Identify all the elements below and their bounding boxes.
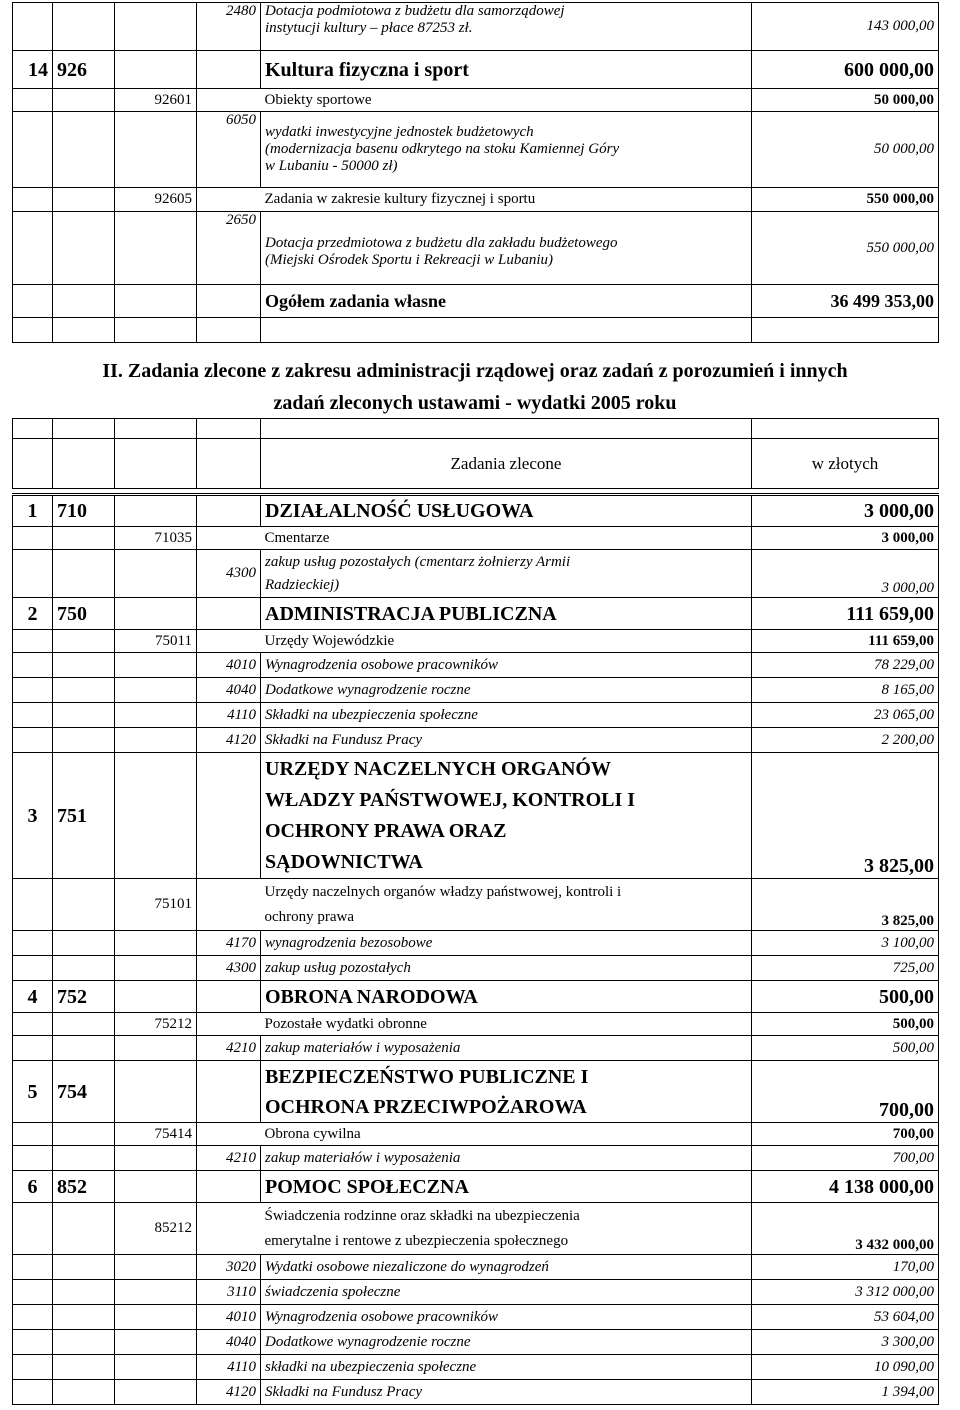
chapter-name: [261, 1061, 752, 1123]
table-row: [13, 630, 939, 653]
table-row: [13, 1330, 939, 1355]
paragraph-name: Składki na ubezpieczenia społeczne: [261, 703, 752, 728]
chapter-name-line: OCHRONA PRZECIWPOŻAROWA: [265, 1095, 587, 1118]
paragraph-code: 4210: [197, 1036, 261, 1061]
table-row: [13, 1036, 939, 1061]
paragraph-code: 2650: [197, 212, 261, 285]
section-name: Cmentarze: [261, 527, 752, 550]
paragraph-name-line: zakup usług pozostałych (cmentarz żołnierzy Armii: [265, 553, 571, 570]
column-header-name: Zadania zlecone: [261, 439, 752, 489]
table-row: [13, 1146, 939, 1171]
row-amount: 50 000,00: [752, 112, 939, 188]
paragraph-name: Dodatkowe wynagrodzenie roczne: [261, 1330, 752, 1355]
paragraph-code: 4010: [197, 653, 261, 678]
table-row: [13, 931, 939, 956]
chapter-amount: 111 659,00: [752, 598, 939, 630]
table-row: [13, 285, 939, 318]
table-row: [13, 1280, 939, 1305]
chapter-amount: 600 000,00: [752, 51, 939, 89]
chapter-name: Kultura fizyczna i sport: [261, 51, 752, 89]
chapter-number: 6: [13, 1171, 53, 1203]
section-code: 85212: [115, 1203, 197, 1255]
paragraph-amount: 78 229,00: [752, 653, 939, 678]
table-row: [13, 188, 939, 212]
paragraph-code: 4210: [197, 1146, 261, 1171]
chapter-name-line: URZĘDY NACZELNYCH ORGANÓW: [265, 757, 611, 780]
section-code: 75414: [115, 1123, 197, 1146]
row-amount: 143 000,00: [752, 3, 939, 51]
table-row: [13, 89, 939, 112]
row-amount: 550 000,00: [752, 212, 939, 285]
chapter-name-line: BEZPIECZEŃSTWO PUBLICZNE I: [265, 1065, 589, 1088]
chapter-name-line: OCHRONY PRAWA ORAZ: [265, 819, 507, 842]
section-name: [261, 879, 752, 931]
chapter-amount: 4 138 000,00: [752, 1171, 939, 1203]
paragraph-code: 4120: [197, 728, 261, 753]
table-row: [13, 3, 939, 51]
table-row: [13, 1203, 939, 1255]
row-name: (modernizacja basenu odkrytego na stoku Kamiennej Góry: [265, 141, 620, 157]
row-name: Dotacja podmiotowa z budżetu dla samorządowej: [265, 3, 565, 19]
chapter-code: 710: [53, 495, 115, 527]
section-name-line: ochrony prawa: [264, 908, 355, 925]
table-row: [13, 527, 939, 550]
paragraph-code: 3020: [197, 1255, 261, 1280]
row-name: w Lubaniu - 50000 zł): [265, 158, 398, 174]
paragraph-amount: 1 394,00: [752, 1380, 939, 1405]
paragraph-amount: 700,00: [752, 1146, 939, 1171]
column-header-amount: w złotych: [752, 439, 939, 489]
table-row: [13, 1355, 939, 1380]
total-amount: 36 499 353,00: [752, 285, 939, 318]
row-name: wydatki inwestycyjne jednostek budżetowych: [265, 124, 534, 140]
paragraph-code: 4120: [197, 1380, 261, 1405]
chapter-amount: 500,00: [752, 981, 939, 1013]
paragraph-code: 4040: [197, 678, 261, 703]
paragraph-name: Dodatkowe wynagrodzenie roczne: [261, 678, 752, 703]
chapter-number: 4: [13, 981, 53, 1013]
table-row: [13, 212, 939, 285]
paragraph-name: Wynagrodzenia osobowe pracowników: [261, 653, 752, 678]
table-row: [13, 879, 939, 931]
section-amount: 3 000,00: [752, 527, 939, 550]
paragraph-amount: 725,00: [752, 956, 939, 981]
table-row: [13, 1255, 939, 1280]
chapter-name: OBRONA NARODOWA: [261, 981, 752, 1013]
delegated-tasks-table: [12, 493, 939, 1405]
chapter-code: 752: [53, 981, 115, 1013]
paragraph-name: wynagrodzenia bezosobowe: [261, 931, 752, 956]
row-name: (Miejski Ośrodek Sportu i Rekreacji w Lubaniu): [265, 252, 554, 268]
paragraph-amount: 8 165,00: [752, 678, 939, 703]
row-name: instytucji kultury – płace 87253 zł.: [265, 20, 473, 36]
paragraph-amount: 23 065,00: [752, 703, 939, 728]
table-row: [13, 703, 939, 728]
table-row: [13, 728, 939, 753]
section-amount: 3 432 000,00: [752, 1203, 939, 1255]
section-name-line: Urzędy naczelnych organów władzy państwowej, kontroli i: [264, 883, 622, 900]
chapter-code: 852: [53, 1171, 115, 1203]
paragraph-code: 3110: [197, 1280, 261, 1305]
delegated-tasks-header: [12, 418, 939, 489]
section-code: 75212: [115, 1013, 197, 1036]
section-amount: 111 659,00: [752, 630, 939, 653]
section-amount: 500,00: [752, 1013, 939, 1036]
table-row: [13, 1305, 939, 1330]
own-tasks-table: [12, 2, 939, 343]
paragraph-name: zakup usług pozostałych: [261, 956, 752, 981]
section-name: [261, 1203, 752, 1255]
paragraph-amount: 170,00: [752, 1255, 939, 1280]
paragraph-code: 4040: [197, 1330, 261, 1355]
chapter-amount: 700,00: [752, 1061, 939, 1123]
table-row: [13, 678, 939, 703]
paragraph-code: 4110: [197, 703, 261, 728]
paragraph-name: Wydatki osobowe niezaliczone do wynagrodzeń: [261, 1255, 752, 1280]
chapter-number: 14: [13, 51, 53, 89]
section-amount: 50 000,00: [752, 89, 939, 112]
chapter-number: 5: [13, 1061, 53, 1123]
paragraph-code: 4110: [197, 1355, 261, 1380]
paragraph-amount: 2 200,00: [752, 728, 939, 753]
section-amount: 3 825,00: [752, 879, 939, 931]
paragraph-code: 4010: [197, 1305, 261, 1330]
table-row: [13, 318, 939, 343]
paragraph-name-line: Radzieckiej): [265, 576, 340, 593]
table-row: [13, 598, 939, 630]
chapter-number: 1: [13, 495, 53, 527]
paragraph-name: świadczenia społeczne: [261, 1280, 752, 1305]
paragraph-name: zakup materiałów i wyposażenia: [261, 1146, 752, 1171]
paragraph-amount: 53 604,00: [752, 1305, 939, 1330]
section-amount: 700,00: [752, 1123, 939, 1146]
table-row: [13, 1171, 939, 1203]
paragraph-amount: 3 100,00: [752, 931, 939, 956]
paragraph-name: Wynagrodzenia osobowe pracowników: [261, 1305, 752, 1330]
chapter-amount: 3 825,00: [752, 753, 939, 879]
chapter-name-line: SĄDOWNICTWA: [265, 850, 423, 873]
section-code: 75011: [115, 630, 197, 653]
chapter-code: 926: [53, 51, 115, 89]
paragraph-name: [261, 550, 752, 598]
paragraph-name: składki na ubezpieczenia społeczne: [261, 1355, 752, 1380]
chapter-number: 3: [13, 753, 53, 879]
table-row: [13, 550, 939, 598]
chapter-amount: 3 000,00: [752, 495, 939, 527]
table-row: [13, 653, 939, 678]
paragraph-amount: 500,00: [752, 1036, 939, 1061]
table-row: [13, 956, 939, 981]
row-name: Dotacja przedmiotowa z budżetu dla zakładu budżetowego: [265, 235, 618, 251]
total-label: Ogółem zadania własne: [261, 285, 752, 318]
paragraph-name: Składki na Fundusz Pracy: [261, 728, 752, 753]
section-code: 92605: [115, 188, 197, 212]
paragraph-code: 4300: [197, 956, 261, 981]
section-name: Obiekty sportowe: [261, 89, 752, 112]
table-row: [13, 981, 939, 1013]
chapter-number: 2: [13, 598, 53, 630]
paragraph-amount: 3 312 000,00: [752, 1280, 939, 1305]
paragraph-amount: 3 300,00: [752, 1330, 939, 1355]
section-name: Urzędy Wojewódzkie: [261, 630, 752, 653]
chapter-code: 751: [53, 753, 115, 879]
section-name-line: Świadczenia rodzinne oraz składki na ubezpieczenia: [264, 1207, 580, 1224]
chapter-name: POMOC SPOŁECZNA: [261, 1171, 752, 1203]
section-title: II. Zadania zlecone z zakresu administracji rządowej oraz zadań z porozumień i innych: [102, 360, 848, 382]
paragraph-name: zakup materiałów i wyposażenia: [261, 1036, 752, 1061]
section-name: Obrona cywilna: [261, 1123, 752, 1146]
table-row: [13, 112, 939, 188]
paragraph-code: 2480: [197, 3, 261, 51]
paragraph-code: 6050: [197, 112, 261, 188]
paragraph-code: 4170: [197, 931, 261, 956]
paragraph-code: 4300: [197, 550, 261, 598]
table-row: [13, 1380, 939, 1405]
table-row: [13, 1123, 939, 1146]
section-code: 75101: [115, 879, 197, 931]
table-row: [13, 51, 939, 89]
section-title: zadań zleconych ustawami - wydatki 2005 roku: [273, 392, 677, 414]
chapter-name-line: WŁADZY PAŃSTWOWEJ, KONTROLI I: [265, 788, 636, 811]
paragraph-amount: 10 090,00: [752, 1355, 939, 1380]
section-name: Pozostałe wydatki obronne: [261, 1013, 752, 1036]
paragraph-amount: 3 000,00: [752, 550, 939, 598]
table-row: [13, 753, 939, 879]
table-row: [13, 495, 939, 527]
section-name: Zadania w zakresie kultury fizycznej i sportu: [261, 188, 752, 212]
paragraph-name: Składki na Fundusz Pracy: [261, 1380, 752, 1405]
table-row: [13, 1013, 939, 1036]
chapter-name: DZIAŁALNOŚĆ USŁUGOWA: [261, 495, 752, 527]
section-code: 71035: [115, 527, 197, 550]
section-name-line: emerytalne i rentowe z ubezpieczenia społecznego: [264, 1232, 569, 1249]
chapter-name: ADMINISTRACJA PUBLICZNA: [261, 598, 752, 630]
chapter-name: [261, 753, 752, 879]
section-code: 92601: [115, 89, 197, 112]
chapter-code: 754: [53, 1061, 115, 1123]
table-row: [13, 1061, 939, 1123]
chapter-code: 750: [53, 598, 115, 630]
section-amount: 550 000,00: [752, 188, 939, 212]
